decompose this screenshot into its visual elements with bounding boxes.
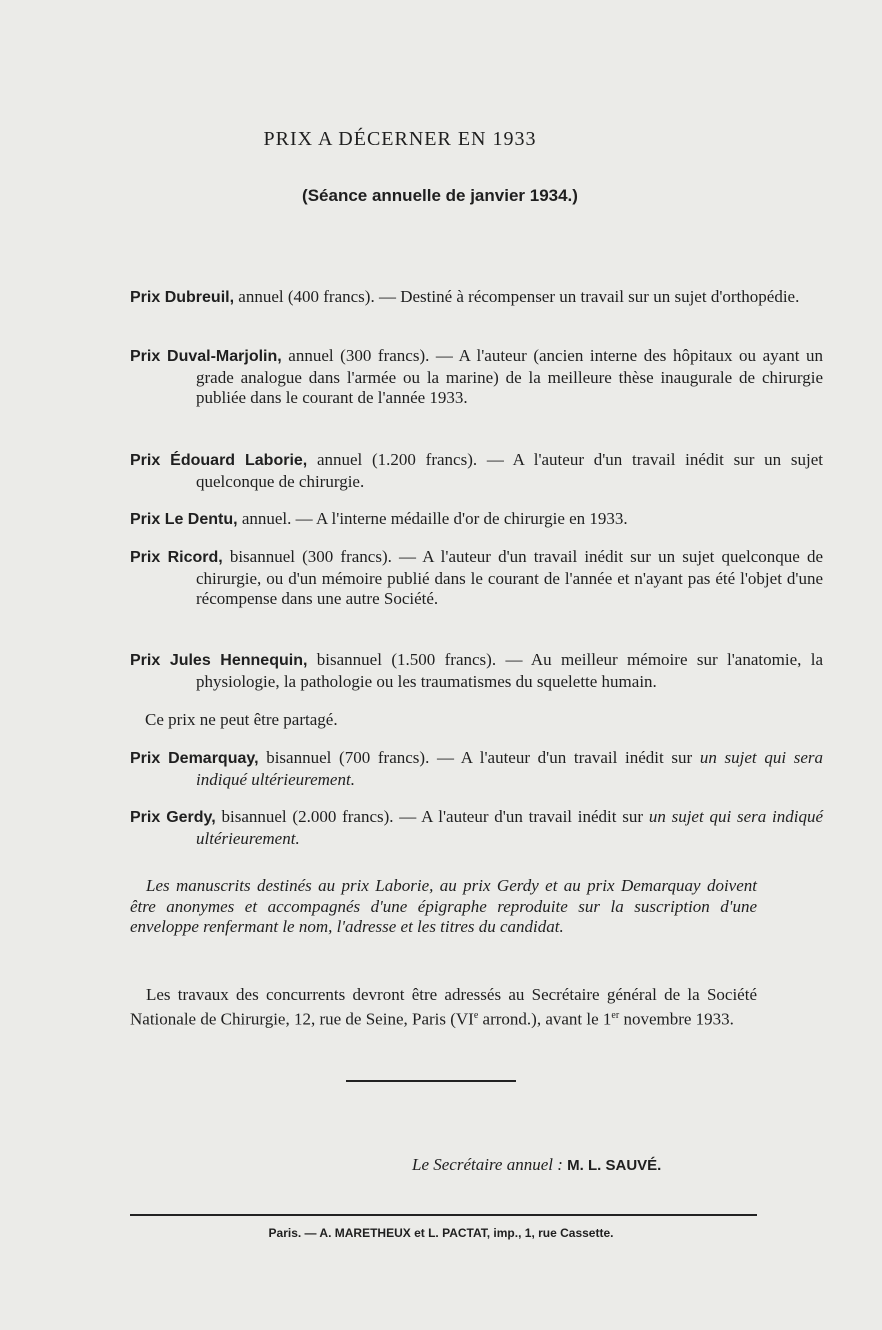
prize-name: Prix Ricord, <box>130 549 223 566</box>
prize-name: Prix Édouard Laborie, <box>130 452 308 469</box>
prize-description: bisannuel (1.500 francs). — Au meilleur mémoire sur l'anatomie, la physiologie, la pathologie ou les traumatismes du squelette humain. <box>196 650 824 691</box>
prize-gerdy <box>130 807 823 849</box>
submission-text: Les travaux des concurrents devront être adressés au Secrétaire général de la Société Nationale de Chirurgie, 12, rue de Seine, Paris (VI <box>130 985 757 1029</box>
superscript: er <box>611 1009 620 1021</box>
prize-jules-hennequin <box>130 650 823 692</box>
page-subtitle: (Séance annuelle de janvier 1934.) <box>302 186 578 205</box>
prize-duval-marjolin <box>130 346 823 409</box>
submission-text: arrond.), avant le 1 <box>478 1009 612 1029</box>
prize-description: annuel (400 francs). — Destiné à récompenser un travail sur un sujet d'orthopédie. <box>234 287 800 306</box>
prize-dubreuil <box>130 287 823 309</box>
prize-le-dentu <box>130 509 823 531</box>
prize-description-italic: un sujet qui sera indiqué ultérieurement. <box>196 748 824 789</box>
prize-description: bisannuel (300 francs). — A l'auteur d'un travail inédit sur un sujet quelconque de chirurgie, ou d'un mémoire publié dans le courant de l'année et n'ayant pas été l'objet d'une récompense dans une autre Société. <box>196 547 824 608</box>
prize-description: annuel. — A l'interne médaille d'or de chirurgie en 1933. <box>237 509 628 528</box>
prize-ricord <box>130 547 823 610</box>
section-divider <box>346 1080 516 1082</box>
prize-edouard-laborie <box>130 450 823 492</box>
manuscripts-note: Les manuscrits destinés au prix Laborie, au prix Gerdy et au prix Demarquay doivent être anonymes et accompagnés d'une épigraphe reproduite sur la suscription d'une enveloppe renfermant le nom, l'adresse et les titres du candidat. <box>130 876 757 936</box>
superscript: e <box>473 1009 479 1021</box>
signature-name: M. L. SAUVÉ. <box>567 1157 662 1174</box>
hennequin-note: Ce prix ne peut être partagé. <box>145 710 338 729</box>
signature <box>412 1155 661 1175</box>
prize-description: annuel (1.200 francs). — A l'auteur d'un travail inédit sur un sujet quelconque de chirurgie. <box>196 450 823 491</box>
footer-rule <box>130 1214 757 1216</box>
prize-name: Prix Demarquay, <box>130 750 259 767</box>
signature-role: Le Secrétaire annuel : <box>412 1155 563 1174</box>
printer-imprint: Paris. — A. MARETHEUX et L. PACTAT, imp., 1, rue Cassette. <box>268 1226 614 1240</box>
prize-description: annuel (300 francs). — A l'auteur (ancien interne des hôpitaux ou ayant un grade analogue dans l'armée ou la marine) de la meilleure thèse inaugurale de chirurgie publiée dans le courant de l'année 1933. <box>196 346 823 407</box>
page-title: PRIX A DÉCERNER EN 1933 <box>263 128 537 150</box>
prize-name: Prix Jules Hennequin, <box>130 652 308 669</box>
submission-note <box>130 985 757 1030</box>
prize-description-italic: un sujet qui sera indiqué ultérieurement. <box>196 807 824 848</box>
prize-name: Prix Le Dentu, <box>130 511 238 528</box>
prize-name: Prix Dubreuil, <box>130 289 235 306</box>
prize-description: bisannuel (2.000 francs). — A l'auteur d'un travail inédit sur <box>215 807 649 826</box>
prize-name: Prix Gerdy, <box>130 809 216 826</box>
submission-text: novembre 1933. <box>619 1009 734 1029</box>
prize-name: Prix Duval-Marjolin, <box>130 348 282 365</box>
prize-description: bisannuel (700 francs). — A l'auteur d'un travail inédit sur <box>258 748 700 767</box>
prize-demarquay <box>130 748 823 790</box>
